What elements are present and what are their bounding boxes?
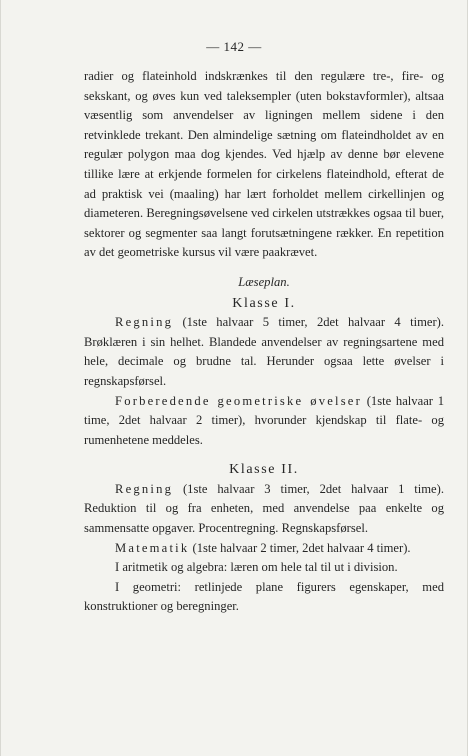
matematik-text: (1ste halvaar 2 timer, 2det halvaar 4 timer). xyxy=(189,540,411,555)
regning-text: (1ste halvaar 3 timer, 2det halvaar 1 time). Reduktion til og fra enheten, med anvendelse paa enkelte og sammensatte opgaver. Procentregning. Regnskapsførsel. xyxy=(84,481,444,536)
intro-paragraph: radier og flateinhold indskrænkes til den regulære tre-, fire- og sekskant, og øves kun ved taleksempler (uten bokstavformler), altsaa væsentlig som anvendelser av ligningen mellem sidene i den retvinklede trekant. Den almindelige sætning om flateindholdet av en regulær polygon maa dog kjendes. Ved hjælp av denne bør elevene tillike lære at erkjende formelen for cirkelens flateindhold, efterat de ad praktisk vei (maaling) har lært forholdet mellem cirkellinjen og diameteren. Beregningsøvelsene ved cirkelen utstrækkes ogsaa til buer, sektorer og segmenter saa langt forutsætningene rækker. En repetition av det geometriske kursus vil være paakrævet. xyxy=(84,69,444,260)
lesplan-heading: Læseplan. xyxy=(238,274,290,289)
geometri-label: Forberedende geometriske øvelser xyxy=(115,393,362,408)
page-number: — 142 — xyxy=(206,39,262,54)
klasse-2-aritmetik: I aritmetik og algebra: læren om hele tal til ut i division. xyxy=(115,560,398,575)
klasse-2-regning xyxy=(84,480,444,539)
klasse-2-geometri: I geometri: retlinjede plane figurers egenskaper, med konstruktioner og beregninger. xyxy=(84,579,444,614)
regning-label: Regning xyxy=(115,315,174,330)
klasse-2-heading: Klasse II. xyxy=(229,462,299,478)
klasse-1-heading: Klasse I. xyxy=(232,295,296,311)
klasse-2-matematik xyxy=(84,539,444,559)
regning-label: Regning xyxy=(115,481,174,496)
matematik-label: Matematik xyxy=(115,540,190,555)
text-column xyxy=(84,67,444,617)
klasse-1-regning xyxy=(84,313,444,391)
geometri-text: (1ste halvaar 1 time, 2det halvaar 2 timer), hvorunder kjendskap til flate- og rumenhetene meddeles. xyxy=(84,393,444,447)
klasse-1-geometri xyxy=(84,392,444,451)
regning-text: (1ste halvaar 5 timer, 2det halvaar 4 timer). Brøklæren i sin helhet. Blandede anvendelser av regningsartene med hele, decimale og brudne tal. Herunder ogsaa lette øvelser i regnskapsførsel. xyxy=(84,315,444,388)
